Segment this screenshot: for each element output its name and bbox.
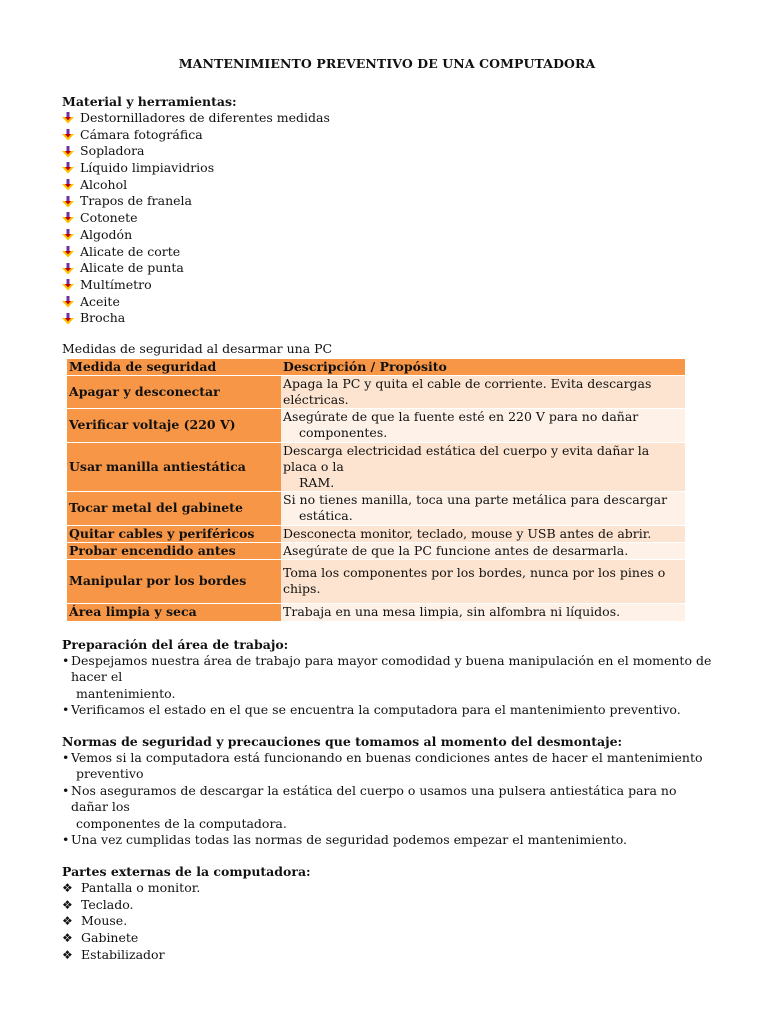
materials-item-label: Trapos de franela — [80, 193, 193, 209]
bullet-icon: • — [62, 702, 70, 718]
materials-section — [62, 93, 712, 327]
arrow-down-icon — [62, 112, 74, 124]
row-description: Trabaja en una mesa limpia, sin alfombra ni líquidos. — [283, 604, 621, 620]
row-description: Toma los componentes por los bordes, nunca por los pines o chips. — [283, 565, 666, 597]
table-row — [67, 408, 685, 442]
materials-list-item — [62, 294, 712, 311]
diamond-flower-icon: ❖ — [62, 897, 73, 912]
materials-item-label: Alcohol — [80, 176, 128, 192]
row-description: Asegúrate de que la PC funcione antes de desarmarla. — [283, 542, 629, 558]
row-measure: Verificar voltaje (220 V) — [67, 408, 281, 442]
arrow-down-icon — [62, 212, 74, 224]
row-description-cell — [281, 603, 685, 621]
materials-list-item — [62, 193, 712, 210]
materials-list-item — [62, 177, 712, 194]
external-parts-item-label: Estabilizador — [81, 946, 165, 962]
external-parts-list — [62, 880, 712, 964]
external-parts-item — [62, 947, 712, 964]
row-description-cell — [281, 375, 685, 408]
list-item — [62, 832, 712, 849]
materials-list — [62, 110, 712, 327]
row-description-cell — [281, 491, 685, 525]
row-description-cell — [281, 542, 685, 559]
safety-table — [67, 359, 685, 622]
list-item — [62, 750, 712, 783]
external-parts-item-label: Pantalla o monitor. — [81, 879, 201, 895]
diamond-flower-icon: ❖ — [62, 914, 73, 929]
norms-heading: Normas de seguridad y precauciones que tomamos al momento del desmontaje: — [62, 733, 623, 749]
materials-item-label: Destornilladores de diferentes medidas — [80, 110, 330, 125]
materials-list-item — [62, 227, 712, 244]
materials-list-item — [62, 127, 712, 144]
list-item-text-continued: componentes de la computadora. — [76, 815, 287, 831]
arrow-down-icon — [62, 313, 74, 325]
external-parts-item-label: Mouse. — [81, 913, 128, 929]
external-parts-item — [62, 880, 712, 897]
row-description: Asegúrate de que la fuente esté en 220 V para no dañar — [283, 409, 639, 425]
arrow-down-icon — [62, 129, 74, 141]
list-item — [62, 702, 712, 719]
external-parts-item — [62, 897, 712, 914]
list-item-text-continued: mantenimiento. — [76, 685, 176, 701]
materials-list-item — [62, 110, 712, 127]
row-measure: Quitar cables y periféricos — [67, 525, 281, 542]
arrow-down-icon — [62, 229, 74, 241]
materials-list-item — [62, 143, 712, 160]
materials-list-item — [62, 210, 712, 227]
list-item — [62, 783, 712, 833]
table-row — [67, 442, 685, 491]
external-parts-item — [62, 930, 712, 947]
external-parts-item — [62, 913, 712, 930]
arrow-down-icon — [62, 179, 74, 191]
row-description-cell — [281, 442, 685, 491]
materials-item-label: Alicate de punta — [80, 260, 184, 276]
norms-section — [62, 733, 712, 849]
safety-table-header-row — [67, 359, 685, 376]
list-item — [62, 653, 712, 703]
row-measure: Tocar metal del gabinete — [67, 491, 281, 525]
materials-item-label: Alicate de corte — [80, 243, 181, 259]
row-description: Apaga la PC y quita el cable de corriente. Evita descargas eléctricas. — [283, 375, 652, 407]
materials-list-item — [62, 260, 712, 277]
row-description: Si no tienes manilla, toca una parte metálica para descargar — [283, 492, 668, 508]
preparation-list — [62, 653, 712, 719]
materials-item-label: Aceite — [80, 293, 120, 309]
table-row — [67, 559, 685, 603]
external-parts-item-label: Gabinete — [81, 930, 139, 946]
external-parts-heading: Partes externas de la computadora: — [62, 863, 311, 879]
external-parts-item-label: Teclado. — [81, 896, 134, 912]
table-row — [67, 525, 685, 542]
materials-item-label: Brocha — [80, 310, 126, 326]
row-description-cell — [281, 559, 685, 603]
diamond-flower-icon: ❖ — [62, 880, 73, 895]
list-item-text: Nos aseguramos de descargar la estática del cuerpo o usamos una pulsera antiestática para no dañar los — [71, 782, 677, 815]
diamond-flower-icon: ❖ — [62, 947, 73, 962]
materials-list-item — [62, 244, 712, 261]
arrow-down-icon — [62, 196, 74, 208]
row-measure: Apagar y desconectar — [67, 375, 281, 408]
bullet-icon: • — [62, 782, 70, 798]
materials-item-label: Cámara fotográfica — [80, 126, 203, 142]
row-description-continued: estática. — [299, 508, 353, 524]
arrow-down-icon — [62, 246, 74, 258]
bullet-icon: • — [62, 652, 70, 668]
table-row — [67, 375, 685, 408]
arrow-down-icon — [62, 263, 74, 275]
arrow-down-icon — [62, 296, 74, 308]
materials-item-label: Sopladora — [80, 143, 145, 159]
row-description-cell — [281, 525, 685, 542]
row-measure: Probar encendido antes — [67, 542, 281, 559]
materials-item-label: Líquido limpiavidrios — [80, 160, 215, 176]
materials-list-item — [62, 277, 712, 294]
bullet-icon: • — [62, 749, 70, 765]
materials-item-label: Algodón — [80, 226, 133, 242]
norms-list — [62, 750, 712, 849]
arrow-down-icon — [62, 279, 74, 291]
safety-caption: Medidas de seguridad al desarmar una PC — [62, 340, 333, 356]
preparation-section — [62, 636, 712, 719]
external-parts-section — [62, 863, 712, 964]
bullet-icon: • — [62, 832, 70, 848]
header-measure: Medida de seguridad — [67, 359, 281, 376]
table-row — [67, 542, 685, 559]
list-item-text: Una vez cumplidas todas las normas de seguridad podemos empezar el mantenimiento. — [71, 832, 628, 848]
arrow-down-icon — [62, 146, 74, 158]
row-measure: Manipular por los bordes — [67, 559, 281, 603]
header-description: Descripción / Propósito — [281, 359, 685, 376]
table-row — [67, 491, 685, 525]
list-item-text: Despejamos nuestra área de trabajo para mayor comodidad y buena manipulación en el momento de hacer el — [71, 652, 712, 685]
materials-item-label: Cotonete — [80, 210, 138, 226]
materials-list-item — [62, 310, 712, 327]
row-description: Desconecta monitor, teclado, mouse y USB antes de abrir. — [283, 525, 652, 541]
row-description-continued: componentes. — [299, 425, 388, 441]
list-item-text: Verificamos el estado en el que se encuentra la computadora para el mantenimiento preventivo. — [71, 702, 681, 718]
row-description: Descarga electricidad estática del cuerpo y evita dañar la placa o la — [283, 442, 650, 474]
materials-item-label: Multímetro — [80, 276, 152, 292]
row-measure: Área limpia y seca — [67, 603, 281, 621]
row-description-continued: RAM. — [299, 474, 335, 490]
diamond-flower-icon: ❖ — [62, 931, 73, 946]
row-measure: Usar manilla antiestática — [67, 442, 281, 491]
row-description-cell — [281, 408, 685, 442]
materials-heading: Material y herramientas: — [62, 94, 237, 109]
list-item-text-continued: preventivo — [76, 766, 144, 782]
arrow-down-icon — [62, 162, 74, 174]
list-item-text: Vemos si la computadora está funcionando en buenas condiciones antes de hacer el mantenimiento — [71, 749, 703, 765]
page-title: MANTENIMIENTO PREVENTIVO DE UNA COMPUTADORA — [178, 56, 596, 71]
materials-list-item — [62, 160, 712, 177]
document-page — [62, 52, 712, 963]
table-row — [67, 603, 685, 621]
preparation-heading: Preparación del área de trabajo: — [62, 636, 289, 652]
